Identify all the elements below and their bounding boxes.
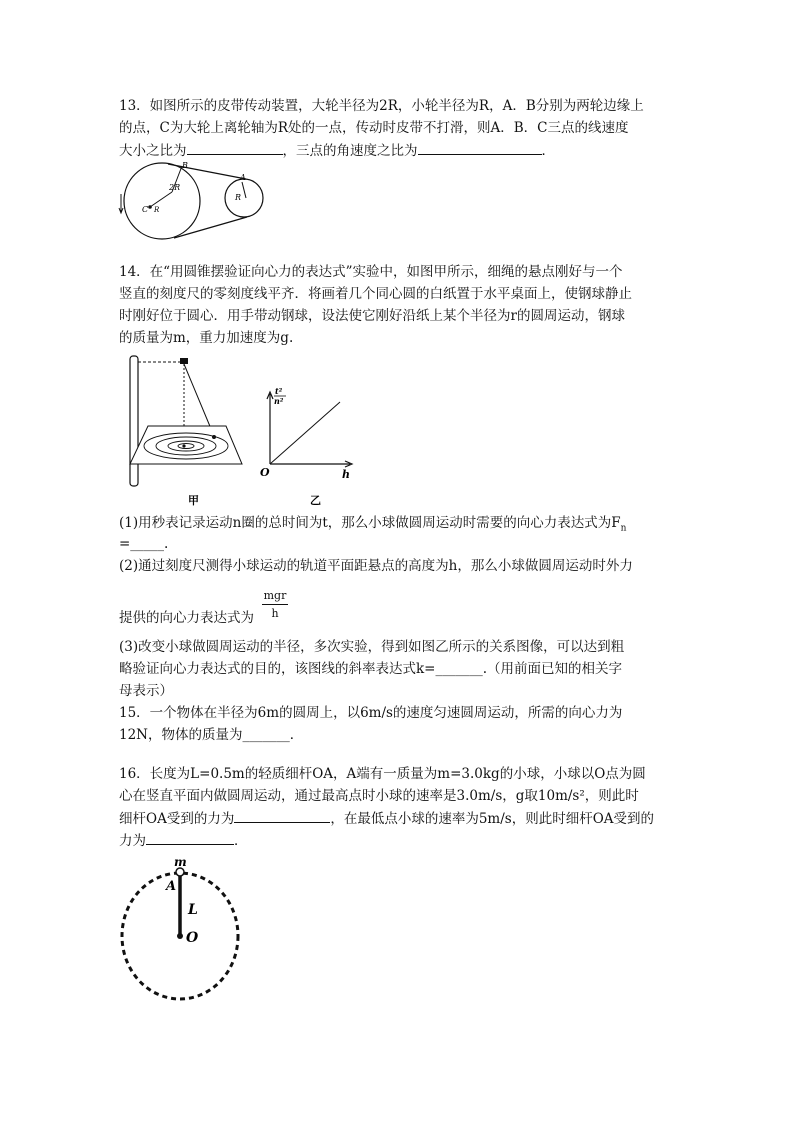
ball-m: [176, 868, 184, 876]
q16-blank-2[interactable]: [146, 831, 234, 845]
conical-pendulum-figure: [124, 352, 364, 508]
q16-line-3a: 细杆OA受到的力为: [119, 811, 235, 827]
label-2r: 2R: [169, 183, 181, 192]
paper-plane: [130, 426, 242, 464]
q14-part-3-line-3: 母表示）: [119, 683, 173, 699]
q16-line-4: [119, 831, 248, 850]
point-c-dot: [148, 205, 152, 209]
fig-jia-label: 甲: [188, 494, 199, 507]
pivot-o: [177, 933, 183, 939]
q14-part-1-answer: =_____.: [119, 536, 169, 552]
q14-part-1-text: (1)用秒表记录运动n圈的总时间为t，那么小球做圆周运动时需要的向心力表达式为F: [119, 515, 621, 531]
q14-line-1: 14．在“用圆锥摆验证向心力的表达式”实验中，如图甲所示，细绳的悬点刚好与一个: [119, 264, 623, 280]
q16-line-3: [119, 809, 654, 828]
label-a: A: [166, 879, 177, 894]
q14-part-2-cont: 提供的向心力表达式为: [119, 610, 254, 626]
large-wheel: [124, 163, 200, 239]
fig-yi-label: 乙: [310, 494, 321, 507]
label-l: L: [188, 902, 198, 918]
fraction-denominator: h: [262, 604, 288, 620]
q16-line-1: 16．长度为L=0.5m的轻质细杆OA，A端有一质量为m=3.0kg的小球，小球以O点为圆: [119, 766, 646, 782]
center-dot: [182, 444, 185, 447]
q14-part-3-line-2: 略验证向心力表达式的目的，该图线的斜率表达式k=_______.（用前面已知的相关字: [119, 661, 623, 677]
fraction-numerator: mgr: [263, 589, 287, 602]
axis-origin-label: O: [260, 466, 270, 479]
string: [184, 364, 214, 436]
label-o: O: [186, 930, 199, 946]
q14-part-3-line-1: (3)改变小球做圆周运动的半径，多次实验，得到如图乙所示的关系图像，可以达到粗: [119, 639, 625, 655]
steel-ball: [212, 435, 216, 439]
q16-line-4a: 力为: [119, 833, 146, 849]
suspension-point: [180, 358, 188, 364]
vertical-ruler: [130, 356, 138, 486]
q13-line-3: [119, 141, 555, 160]
q16-blank-1[interactable]: [234, 809, 330, 823]
q16-line-3b: ，在最低点小球的速率为5m/s，则此时细杆OA受到的: [330, 811, 655, 827]
q13-blank-1[interactable]: [187, 141, 283, 155]
q13-blank-2[interactable]: [418, 141, 542, 155]
q15-line-2: 12N，物体的质量为_______．: [119, 727, 304, 743]
axis-y-numerator: t²: [275, 386, 283, 396]
small-wheel: [225, 179, 263, 217]
label-r-inner: R: [154, 206, 160, 214]
belt-bottom: [174, 217, 247, 238]
radius-a-line: [242, 182, 246, 198]
q14-line-4: 的质量为m，重力加速度为g.: [119, 330, 294, 346]
label-b: B: [182, 162, 188, 170]
label-m: m: [174, 855, 187, 869]
label-r-small: R: [235, 193, 242, 202]
q14-line-2: 竖直的刻度尺的零刻度线平齐．将画着几个同心圆的白纸置于水平桌面上，使钢球静止: [119, 286, 632, 302]
q14-part-1: [119, 514, 626, 538]
q14-part-2: (2)通过刻度尺测得小球运动的轨道平面距悬点的高度为h，那么小球做圆周运动时外力: [119, 558, 633, 574]
axis-h-label: h: [342, 468, 350, 481]
fraction-mgr-h: [262, 589, 288, 620]
q14-part-1-subscript: n: [620, 523, 627, 534]
q16-line-2: 心在竖直平面内做圆周运动，通过最高点时小球的速率是3.0m/s，g取10m/s²，则此时: [119, 788, 639, 804]
q13-line-1: 13．如图所示的皮带传动装置，大轮半径为2R，小轮半径为R，A．B分别为两轮边缘上: [119, 98, 644, 114]
q13-line-3a: 大小之比为: [119, 143, 187, 159]
q13-line-3b: ，三点的角速度之比为: [282, 143, 418, 159]
graph-line: [270, 402, 340, 464]
belt-pulley-figure: [114, 162, 274, 244]
q15-line-1: 15．一个物体在半径为6m的圆周上，以6m/s的速度匀速圆周运动，所需的向心力为: [119, 705, 623, 721]
rod-circle-figure: [118, 852, 248, 1006]
label-c: C: [142, 205, 149, 214]
q13-line-2: 的点，C为大轮上离轮轴为R处的一点，传动时皮带不打滑，则A．B．C三点的线速度: [119, 120, 629, 136]
q13-line-3c: ．: [541, 143, 555, 159]
q16-line-4b: ．: [234, 833, 248, 849]
axis-y-denominator: n²: [274, 396, 284, 406]
label-a: A: [240, 173, 246, 182]
radius-2r-line: [150, 192, 172, 207]
q14-line-3: 时刚好位于圆心．用手带动钢球，设法使它刚好沿纸上某个半径为r的圆周运动，钢球: [119, 308, 625, 324]
